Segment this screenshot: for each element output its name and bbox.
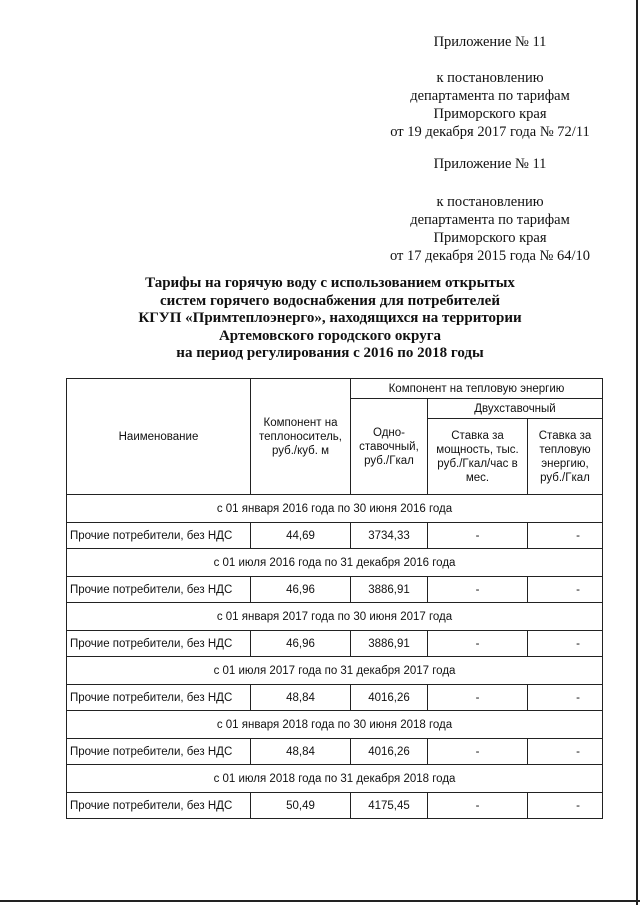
- department-line: департамента по тарифам: [410, 88, 570, 104]
- column-header-name: Наименование: [67, 379, 251, 495]
- energy-rate-cell: -: [528, 523, 603, 549]
- carrier-component-cell: 44,69: [251, 523, 351, 549]
- table-row: [67, 685, 603, 711]
- resolution-date-line: от 19 декабря 2017 года № 72/11: [390, 124, 590, 140]
- consumer-name-cell: Прочие потребители, без НДС: [67, 631, 251, 657]
- capacity-rate-cell: -: [428, 523, 528, 549]
- column-group-two-rate: Двухставочный: [428, 399, 603, 419]
- capacity-rate-cell: -: [428, 793, 528, 819]
- capacity-rate-cell: -: [428, 685, 528, 711]
- consumer-name-cell: Прочие потребители, без НДС: [67, 523, 251, 549]
- energy-rate-cell: -: [528, 793, 603, 819]
- table-row: [67, 793, 603, 819]
- department-line: департамента по тарифам: [410, 212, 570, 228]
- capacity-rate-cell: -: [428, 577, 528, 603]
- consumer-name-cell: Прочие потребители, без НДС: [67, 793, 251, 819]
- consumer-name-cell: Прочие потребители, без НДС: [67, 739, 251, 765]
- single-rate-cell: 4016,26: [351, 685, 428, 711]
- table-row: [67, 739, 603, 765]
- title-line: Тарифы на горячую воду с использованием открытых: [145, 275, 515, 291]
- column-header-carrier-component: Компонент на теплоноситель, руб./куб. м: [251, 379, 351, 495]
- carrier-component-cell: 48,84: [251, 739, 351, 765]
- column-header-energy-rate: Ставка за тепловую энергию, руб./Гкал: [528, 419, 603, 495]
- title-line: Артемовского городского округа: [218, 327, 442, 344]
- tariff-table: [66, 378, 603, 819]
- carrier-component-cell: 50,49: [251, 793, 351, 819]
- carrier-component-cell: 46,96: [251, 631, 351, 657]
- carrier-component-cell: 46,96: [251, 577, 351, 603]
- period-row: с 01 января 2018 года по 30 июня 2018 года: [67, 711, 603, 739]
- period-row: с 01 июля 2016 года по 31 декабря 2016 года: [67, 549, 603, 577]
- single-rate-cell: 4016,26: [351, 739, 428, 765]
- period-row: с 01 января 2017 года по 30 июня 2017 года: [67, 603, 603, 631]
- resolution-line: к постановлению: [436, 194, 544, 210]
- consumer-name-cell: Прочие потребители, без НДС: [67, 685, 251, 711]
- carrier-component-cell: 48,84: [251, 685, 351, 711]
- page-edge-bottom: [0, 900, 640, 902]
- column-group-energy-component: Компонент на тепловую энергию: [351, 379, 603, 399]
- table-row: [67, 631, 603, 657]
- title-line: на период регулирования с 2016 по 2018 годы: [176, 345, 484, 361]
- period-row: с 01 января 2016 года по 30 июня 2016 года: [67, 495, 603, 523]
- appendix-number: Приложение № 11: [433, 34, 547, 50]
- capacity-rate-cell: -: [428, 739, 528, 765]
- single-rate-cell: 3886,91: [351, 577, 428, 603]
- table-row: [67, 577, 603, 603]
- column-header-single-rate: Одно-ставочный, руб./Гкал: [351, 399, 428, 495]
- appendix-number: Приложение № 11: [433, 156, 547, 172]
- page-edge-right: [636, 0, 638, 905]
- single-rate-cell: 4175,45: [351, 793, 428, 819]
- header-current-amendment: [380, 33, 600, 141]
- period-row: с 01 июля 2018 года по 31 декабря 2018 года: [67, 765, 603, 793]
- consumer-name-cell: Прочие потребители, без НДС: [67, 577, 251, 603]
- header-original-resolution: [380, 155, 600, 265]
- energy-rate-cell: -: [528, 739, 603, 765]
- table-row: [67, 523, 603, 549]
- single-rate-cell: 3734,33: [351, 523, 428, 549]
- single-rate-cell: 3886,91: [351, 631, 428, 657]
- region-line: Приморского края: [433, 230, 547, 246]
- energy-rate-cell: -: [528, 631, 603, 657]
- title-line: КГУП «Примтеплоэнерго», находящихся на территории: [138, 310, 522, 326]
- energy-rate-cell: -: [528, 685, 603, 711]
- energy-rate-cell: -: [528, 577, 603, 603]
- title-line: систем горячего водоснабжения для потребителей: [160, 292, 500, 309]
- resolution-date-line: от 17 декабря 2015 года № 64/10: [389, 248, 591, 264]
- column-header-capacity-rate: Ставка за мощность, тыс. руб./Гкал/час в мес.: [428, 419, 528, 495]
- resolution-line: к постановлению: [436, 70, 544, 86]
- region-line: Приморского края: [433, 106, 547, 122]
- capacity-rate-cell: -: [428, 631, 528, 657]
- period-row: с 01 июля 2017 года по 31 декабря 2017 года: [67, 657, 603, 685]
- document-title: [60, 275, 600, 363]
